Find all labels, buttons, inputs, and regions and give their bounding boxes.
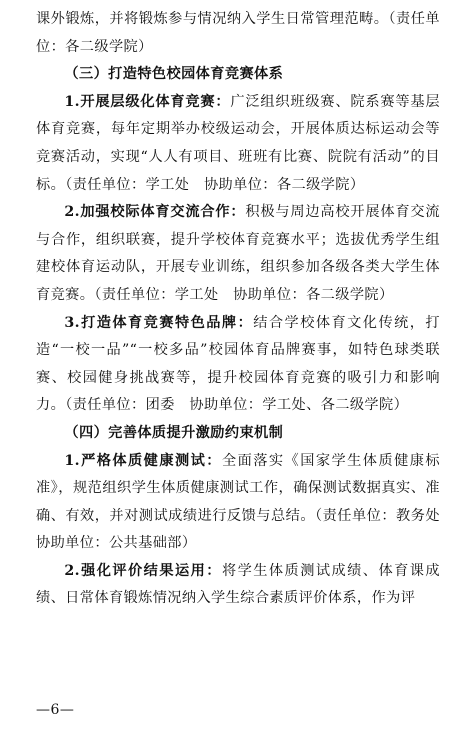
paragraph-item-4-2 [36, 558, 440, 613]
item-3-2-body: 积极与周边高校开展体育交流与合作，组织联赛，提升学校体育竞赛水平；选拔优秀学生组建校体育运动队，开展专业训练，组织参加各级各类大学生体育竞赛。（责任单位：学工处 协助单位：各二级学院） [36, 204, 441, 303]
item-3-3-lead: 3.打造体育竞赛特色品牌： [64, 314, 254, 331]
item-3-1-body: 广泛组织班级赛、院系赛等基层体育竞赛，每年定期举办校级运动会，开展体质达标运动会等竞赛活动，实现“人人有项目、班班有比赛、院院有活动”的目标。（责任单位：学工处 协助单位：各二级学院） [36, 93, 440, 193]
paragraph-item-3-1 [36, 89, 440, 199]
item-4-1-body: 全面落实《国家学生体质健康标准》，规范组织学生体质健康测试工作，确保测试数据真实、准确、有效，并对测试成绩进行反馈与总结。（责任单位：教务处 协助单位：公共基础部） [36, 452, 455, 552]
item-3-3-body: 结合学校体育文化传统，打造“一校一品”“一校多品”校园体育品牌赛事，如特色球类联赛、校园健身挑战赛等，提升校园体育竞赛的吸引力和影响力。（责任单位：团委 协助单位：学工处、各二级学院） [36, 314, 440, 414]
paragraph-continuation: 课外锻炼，并将锻炼参与情况纳入学生日常管理范畴。（责任单位：各二级学院） [36, 11, 440, 55]
item-4-2-body: 将学生体质测试成绩、体育课成绩、日常体育锻炼情况纳入学生综合素质评价体系，作为评 [36, 562, 440, 607]
paragraph-item-3-2 [36, 199, 440, 309]
item-4-1-lead: 1.严格体质健康测试： [64, 452, 222, 469]
item-3-1-lead: 1.开展层级化体育竞赛： [64, 93, 231, 110]
item-3-2-lead: 2.加强校际体育交流合作： [64, 204, 246, 221]
document-page [36, 6, 455, 613]
item-4-2-lead: 2.强化评价结果运用： [64, 562, 222, 579]
page-number: —6— [36, 702, 75, 718]
section-heading-4: （四）完善体质提升激励约束机制 [64, 424, 284, 441]
paragraph-item-4-1 [36, 448, 455, 558]
section-heading-3: （三）打造特色校园体育竞赛体系 [64, 66, 284, 83]
paragraph-item-3-3 [36, 310, 440, 420]
